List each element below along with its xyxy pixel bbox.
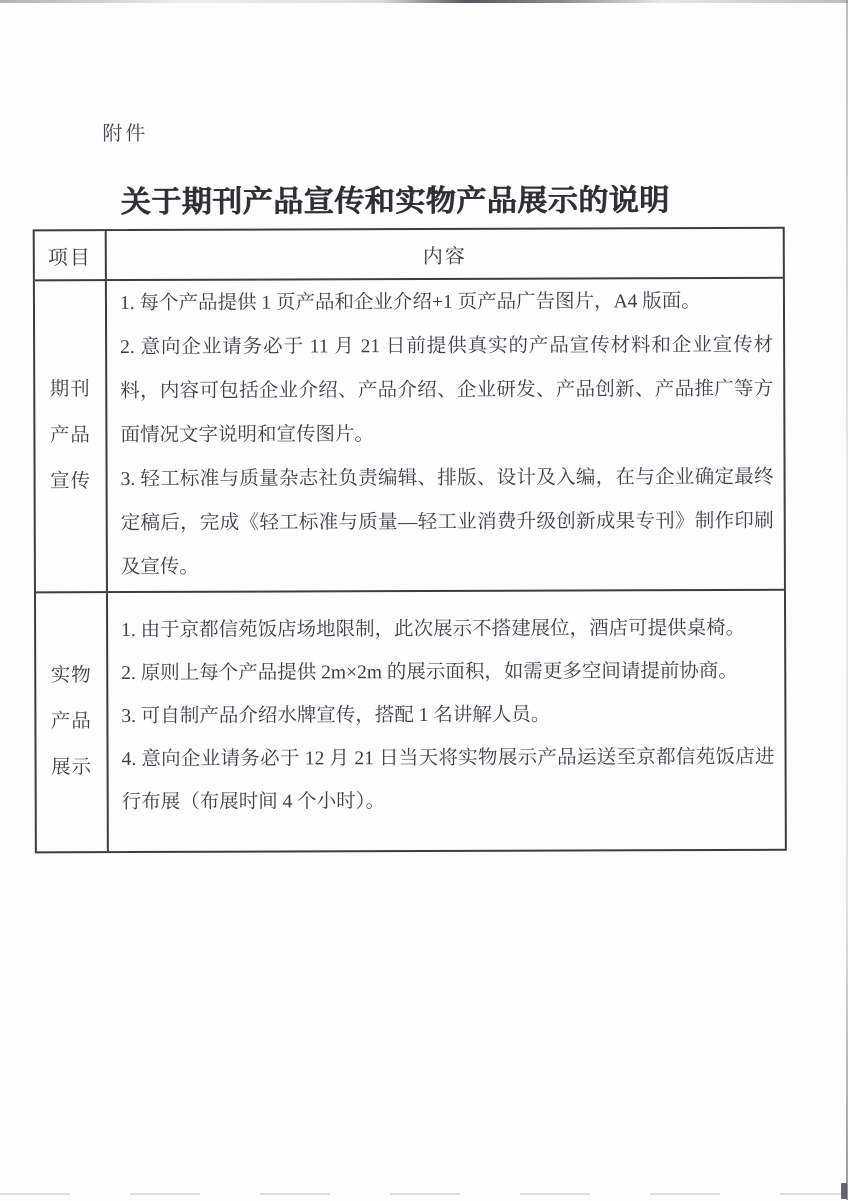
content-paragraph: 3. 轻工标准与质量杂志社负责编辑、排版、设计及入编，在与企业确定最终定稿后，完成《轻工标准与质量—轻工业消费升级创新成果专刊》制作印刷及宣传。 xyxy=(120,466,774,579)
content-paragraph: 1. 由于京都信苑饭店场地限制，此次展示不搭建展位，酒店可提供桌椅。 xyxy=(121,617,746,642)
content-paragraph: 1. 每个产品提供 1 页产品和企业介绍+1 页产品广告图片，A4 版面。 xyxy=(119,291,701,315)
table-header-row xyxy=(35,229,783,280)
row-label-line: 期刊 xyxy=(49,379,91,401)
row-content-physical-display xyxy=(108,591,785,851)
row-label-physical-display xyxy=(36,593,109,851)
row-label-line: 产品 xyxy=(50,711,92,733)
scan-edge-artifact-top xyxy=(0,0,848,3)
content-paragraph: 2. 意向企业请务必于 11 月 21 日前提供真实的产品宣传材料和企业宣传材料，内容可包括企业介绍、产品介绍、企业研发、产品创新、产品推广等方面情况文字说明和宣传图片。 xyxy=(120,334,774,447)
row-label-line: 展示 xyxy=(51,757,93,779)
scan-edge-artifact-corner xyxy=(841,1183,847,1199)
content-paragraph: 4. 意向企业请务必于 12 月 21 日当天将实物展示产品运送至京都信苑饭店进行布展（布展时间 4 个小时）。 xyxy=(121,746,775,814)
info-table xyxy=(33,227,787,854)
column-header-content: 内容 xyxy=(422,245,467,268)
row-label-line: 实物 xyxy=(50,665,92,687)
column-header-item: 项目 xyxy=(35,231,107,279)
attachment-label: 附件 xyxy=(102,122,149,146)
content-paragraph: 3. 可自制产品介绍水牌宣传，搭配 1 名讲解人员。 xyxy=(121,704,551,728)
content-paragraph: 2. 原则上每个产品提供 2m×2m 的展示面积，如需更多空间请提前协商。 xyxy=(121,660,738,685)
scan-edge-artifact-bottom xyxy=(0,1193,848,1195)
row-label-line: 宣传 xyxy=(50,471,92,493)
row-label-line: 产品 xyxy=(49,425,91,447)
row-label-journal-promotion xyxy=(35,281,108,591)
row-content-journal-promotion xyxy=(107,279,784,591)
table-row-journal-promotion xyxy=(35,277,784,592)
table-row-physical-display xyxy=(36,589,785,852)
document-title: 关于期刊产品宣传和实物产品展示的说明 xyxy=(120,184,670,220)
